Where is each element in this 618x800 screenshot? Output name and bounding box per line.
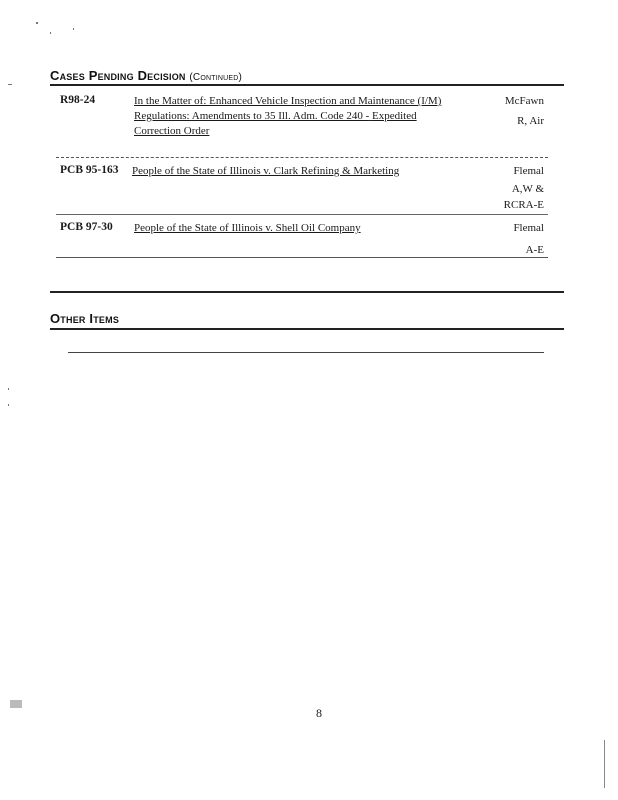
case-title-underlined: In the Matter of: Enhanced Vehicle Inspection and Maintenance (I/M) Regulations: Amendments to 35 Ill. Adm. Code 240 - <box>134 95 442 122</box>
section-rule <box>50 328 564 330</box>
case-type: R, Air <box>517 115 544 127</box>
scan-speck <box>8 84 12 85</box>
row-divider <box>68 352 544 353</box>
case-title <box>132 164 452 179</box>
page-number: 8 <box>316 706 322 720</box>
section-heading-cases-pending <box>50 68 242 83</box>
scan-edge-mark <box>604 740 605 788</box>
section-heading-text: Other Items <box>50 311 120 326</box>
case-number: R98-24 <box>60 94 96 106</box>
row-divider <box>56 257 548 258</box>
case-assignment <box>470 162 544 214</box>
scan-speck <box>36 22 38 24</box>
scan-speck <box>73 28 74 30</box>
scan-speck <box>10 700 22 708</box>
row-divider <box>56 157 548 158</box>
case-type: A,W & <box>511 183 544 195</box>
case-number: PCB 95-163 <box>60 164 119 176</box>
section-heading-text: Cases Pending Decision <box>50 68 186 83</box>
scan-speck <box>8 388 9 390</box>
case-board-member: Flemal <box>513 165 544 177</box>
scan-speck <box>50 32 51 34</box>
case-title-underlined: People of the State of Illinois v. Clark Refining & Marketing <box>132 165 400 177</box>
case-title-underlined: People of the State of Illinois v. Shell Oil Company <box>134 222 361 234</box>
section-end-rule <box>50 291 564 293</box>
case-title <box>134 221 452 236</box>
case-board-member: McFawn <box>504 95 544 107</box>
case-type-cont: RCRA-E <box>503 199 544 211</box>
case-board-member: Flemal <box>513 222 544 234</box>
section-heading-other-items <box>50 311 119 326</box>
row-divider <box>56 214 548 215</box>
case-title <box>134 94 452 139</box>
case-assignment <box>470 92 544 130</box>
case-number: PCB 97-30 <box>60 221 113 233</box>
case-type: A-E <box>525 244 544 256</box>
case-assignment <box>470 219 544 259</box>
case-title-plain: Expedited Correction Order <box>134 110 417 137</box>
scan-speck <box>8 404 9 406</box>
section-rule <box>50 84 564 86</box>
section-heading-subtitle: (Continued) <box>189 72 243 83</box>
